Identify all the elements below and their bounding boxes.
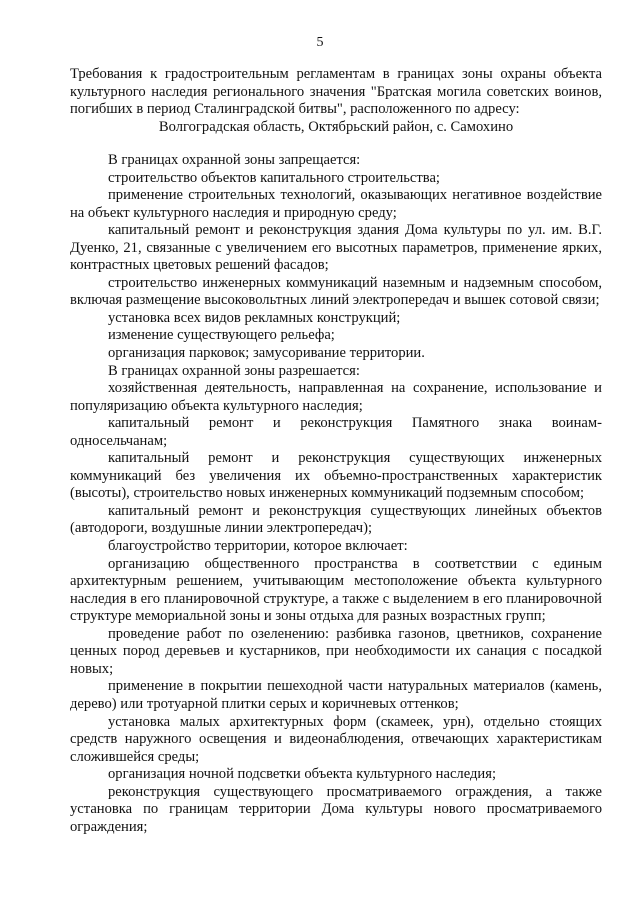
paragraph: применение в покрытии пешеходной части натуральных материалов (камень, дерево) или тротуарной плитки серых и коричневых оттенков; <box>70 678 602 712</box>
paragraph: капитальный ремонт и реконструкция Памятного знака воинам-односельчанам; <box>70 415 602 449</box>
paragraph: благоустройство территории, которое включает: <box>108 538 408 555</box>
paragraph: проведение работ по озеленению: разбивка газонов, цветников, сохранение ценных пород деревьев и кустарников, при необходимости их санация с посадкой новых; <box>70 625 602 677</box>
paragraph: капитальный ремонт и реконструкция существующих линейных объектов (автодороги, воздушные линии электропередач); <box>70 502 602 537</box>
page-number: 5 <box>316 35 324 50</box>
heading-address: Волгоградская область, Октябрьский район, с. Самохино <box>158 118 514 135</box>
paragraph: организация ночной подсветки объекта культурного наследия; <box>108 766 497 783</box>
paragraph: установка малых архитектурных форм (скамеек, урн), отдельно стоящих средств наружного освещения и видеонаблюдения, отвечающих характеристикам сложившейся среды; <box>70 713 602 765</box>
paragraph: изменение существующего рельефа; <box>108 327 335 344</box>
paragraph: хозяйственная деятельность, направленная на сохранение, использование и популяризацию объекта культурного наследия; <box>70 380 602 414</box>
paragraph: капитальный ремонт и реконструкция существующих инженерных коммуникаций без увеличения их объемно-пространственных характеристик (высоты), строительство новых инженерных коммуникаций подземным способом; <box>70 450 602 502</box>
paragraph: В границах охранной зоны разрешается: <box>108 362 360 379</box>
paragraph: реконструкция существующего просматриваемого ограждения, а также установка по границам территории Дома культуры нового просматриваемого ограждения; <box>70 783 602 835</box>
document-body <box>70 152 602 836</box>
heading-title: Требования к градостроительным регламентам в границах зоны охраны объекта культурного наследия регионального значения "Братская могила советских воинов, погибших в период Сталинградской битвы", расположенного по адресу: <box>70 66 602 118</box>
paragraph: применение строительных технологий, оказывающих негативное воздействие на объект культурного наследия и природную среду; <box>70 187 602 221</box>
paragraph: организацию общественного пространства в соответствии с единым архитектурным решением, учитывающим местоположение объекта культурного наследия в его планировочной структуре, а также с выделением в его планировочной структуре мемориальной зоны и зоны отдыха для разных возрастных групп; <box>70 555 602 625</box>
paragraph: организация парковок; замусоривание территории. <box>108 345 425 362</box>
document-heading <box>70 66 602 136</box>
paragraph: капитальный ремонт и реконструкция здания Дома культуры по ул. им. В.Г. Дуенко, 21, связанные с увеличением его высотных параметров, применение ярких, контрастных цветовых решений фасадов; <box>70 222 602 274</box>
paragraph: установка всех видов рекламных конструкций; <box>108 309 401 326</box>
paragraph: В границах охранной зоны запрещается: <box>108 152 361 168</box>
paragraph: строительство объектов капитального строительства; <box>108 169 440 186</box>
paragraph: строительство инженерных коммуникаций наземным и надземным способом, включая размещение высоковольтных линий электропередач и вышек сотовой связи; <box>70 274 602 309</box>
